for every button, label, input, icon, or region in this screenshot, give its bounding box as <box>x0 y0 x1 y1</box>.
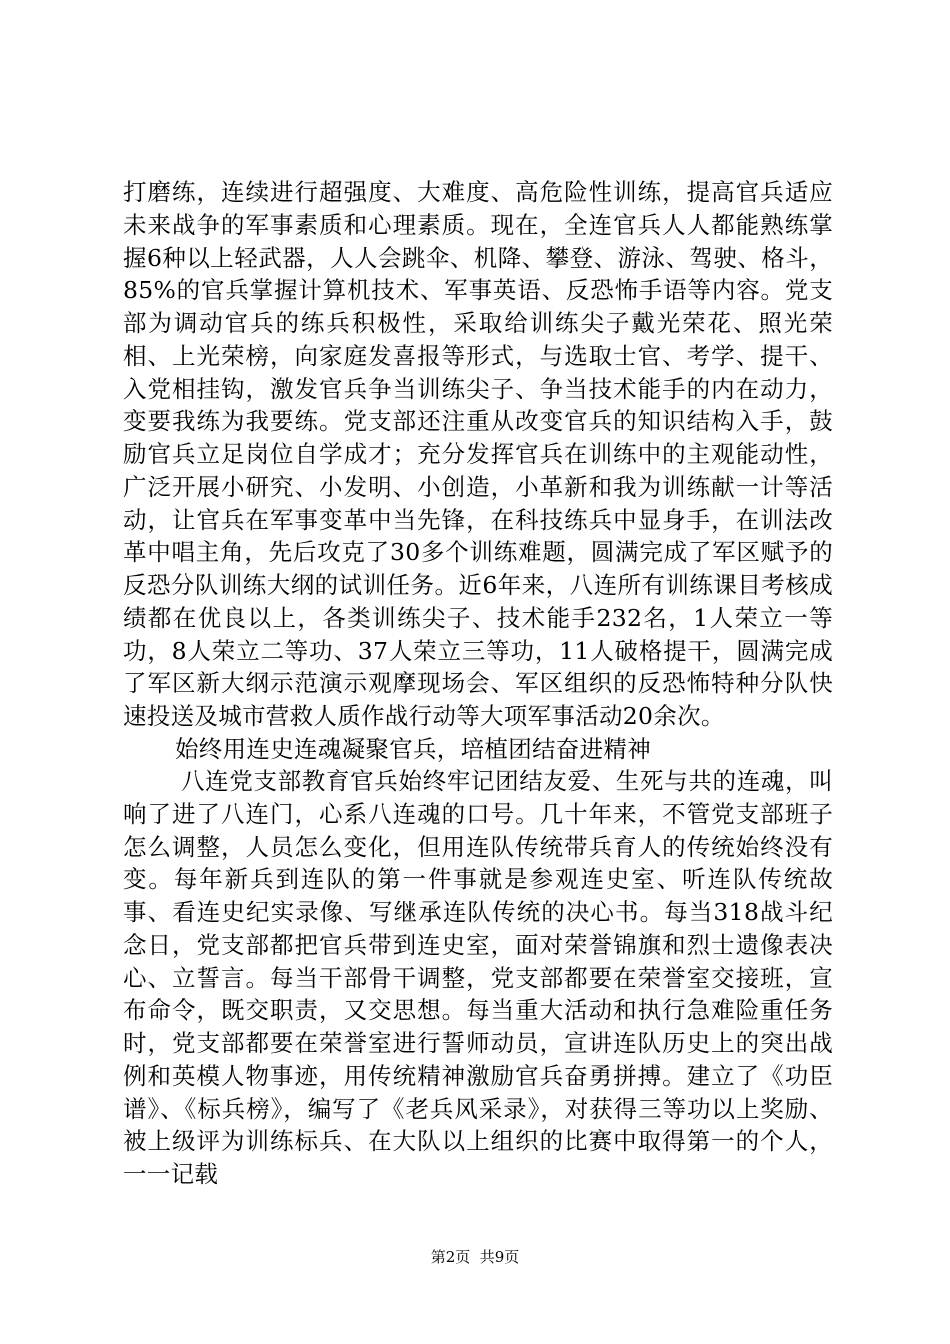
page-number-footer: 第2页 共9页 <box>430 1248 520 1266</box>
body-paragraph: 打磨练，连续进行超强度、大难度、高危险性训练，提高官兵适应未来战争的军事素质和心理素质。现在，全连官兵人人都能熟练掌握6种以上轻武器，人人会跳伞、机降、攀登、游泳、驾驶、格斗，85%的官兵掌握计算机技术、军事英语、反恐怖手语等内容。党支部为调动官兵的练兵积极性，采取给训练尖子戴光荣花、照光荣相、上光荣榜，向家庭发喜报等形式，与选取士官、考学、提干、入党相挂钩，激发官兵争当训练尖子、争当技术能手的内在动力，变要我练为我要练。党支部还注重从改变官兵的知识结构入手，鼓励官兵立足岗位自学成才；充分发挥官兵在训练中的主观能动性，广泛开展小研究、小发明、小创造，小革新和我为训练献一计等活动，让官兵在军事变革中当先锋，在科技练兵中显身手，在训法改革中唱主角，先后攻克了30多个训练难题，圆满完成了军区赋予的反恐分队训练大纲的试训任务。近6年来，八连所有训练课目考核成绩都在优良以上，各类训练尖子、技术能手232名，1人荣立一等功，8人荣立二等功、37人荣立三等功，11人破格提干，圆满完成了军区新大纲示范演示观摩现场会、军区组织的反恐怖特种分队快速投送及城市营救人质作战行动等大项军事活动20余次。 <box>123 178 833 730</box>
section-heading: 始终用连史连魂凝聚官兵，培植团结奋进精神 <box>175 735 651 763</box>
body-paragraph: 八连党支部教育官兵始终牢记团结友爱、生死与共的连魂，叫响了进了八连门，心系八连魂的口号。几十年来，不管党支部班子怎么调整，人员怎么变化，但用连队传统带兵育人的传统始终没有变。每年新兵到连队的第一件事就是参观连史室、听连队传统故事、看连史纪实录像、写继承连队传统的决心书。每当318战斗纪念日，党支部都把官兵带到连史室，面对荣誉锦旗和烈士遗像表决心、立誓言。每当干部骨干调整，党支部都要在荣誉室交接班，宣布命令，既交职责，又交思想。每当重大活动和执行急难险重任务时，党支部都要在荣誉室进行誓师动员，宣讲连队历史上的突出战例和英模人物事迹，用传统精神激励官兵奋勇拼搏。建立了《功臣谱》、《标兵榜》，编写了《老兵风采录》，对获得三等功以上奖励、被上级评为训练标兵、在大队以上组织的比赛中取得第一的个人，一一记载 <box>123 767 833 1188</box>
